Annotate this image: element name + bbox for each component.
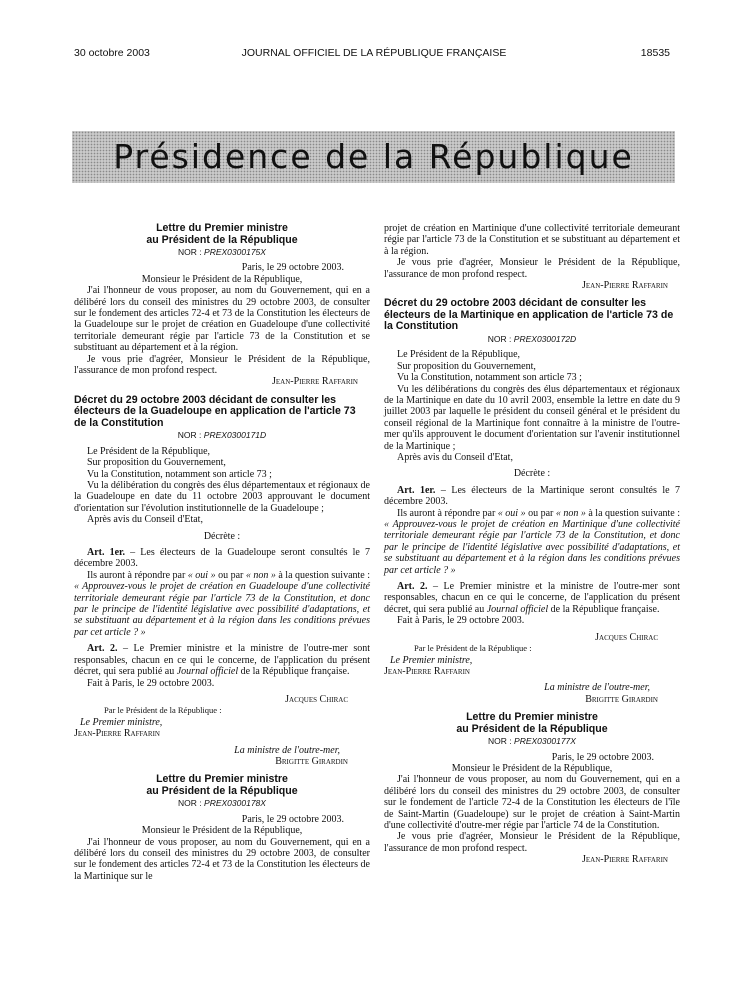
visa-proposition: Sur proposition du Gouvernement, <box>87 457 226 469</box>
visa-constitution: Vu la Constitution, notamment son article 73 ; <box>397 372 582 384</box>
minister-title: La ministre de l'outre-mer, <box>234 744 340 756</box>
decree-done-at: Fait à Paris, le 29 octobre 2003. <box>397 615 525 627</box>
article-2 <box>384 581 680 615</box>
visa-deliberation: Vu la délibération du congrès des élus départementaux et régionaux de la Guadeloupe en date du 11 octobre 2003 approuvant le document d'orientation sur l'évolution institutionnelle de la Guadeloupe ; <box>74 480 370 514</box>
journal-title: JOURNAL OFFICIEL DE LA RÉPUBLIQUE FRANÇAISE <box>241 47 507 59</box>
article-1-text: – Les électeurs de la Martinique seront consultés le 7 décembre 2003. <box>384 484 680 508</box>
question-intro: Ils auront à répondre par <box>397 507 498 519</box>
letter-title-line1: Lettre du Premier ministre <box>156 773 288 786</box>
article-2-label: Art. 2. <box>87 643 118 655</box>
letter-salutation: Monsieur le Président de la République, <box>141 273 303 285</box>
nor-code: PREX0300172D <box>513 333 577 344</box>
par-le-president: Par le Président de la République : <box>414 643 532 654</box>
pm-name: Jean-Pierre Raffarin <box>384 665 470 677</box>
nor-code: PREX0300171D <box>203 430 267 441</box>
nor-reference <box>384 736 680 747</box>
signature-president: Jacques Chirac <box>285 693 348 705</box>
page-number: 18535 <box>640 47 670 59</box>
nor-label: NOR : <box>488 736 512 747</box>
letter-salutation: Monsieur le Président de la République, <box>141 825 303 837</box>
article-1-text: – Les électeurs de la Guadeloupe seront consultés le 7 décembre 2003. <box>74 547 370 570</box>
minister-name: Brigitte Girardin <box>585 693 658 705</box>
nor-label: NOR : <box>178 798 202 809</box>
letter-martinique-continued <box>384 223 680 291</box>
nor-reference <box>74 430 370 441</box>
decree-guadeloupe <box>74 395 370 767</box>
left-column <box>74 223 370 889</box>
letter-date: Paris, le 29 octobre 2003. <box>241 813 344 825</box>
article-2-text: – Le Premier ministre et la ministre de l'outre-mer sont responsables, chacun en ce qui le concerne, de l'application du présent décret, qui sera publié au <box>384 581 680 615</box>
article-2-end: de la République française. <box>548 603 660 615</box>
article-2-text: – Le Premier ministre et la ministre de l'outre-mer sont responsables, chacun en ce qui le concerne, de l'application du présent décret, qui sera publié au <box>74 643 370 678</box>
decree-title: Décret du 29 octobre 2003 décidant de consulter les électeurs de la Martinique en application de l'article 73 de la Constitution <box>384 297 674 333</box>
letter-martinique <box>74 774 370 882</box>
nor-label: NOR : <box>487 333 512 344</box>
question-following: à la question suivante : <box>585 507 681 519</box>
nor-code: PREX0300178X <box>204 798 266 809</box>
nor-reference <box>74 798 370 809</box>
letter-title-line1: Lettre du Premier ministre <box>466 711 598 724</box>
visa-proposition: Sur proposition du Gouvernement, <box>397 360 536 372</box>
letter-closing: Je vous prie d'agréer, Monsieur le Président de la République, l'assurance de mon profond respect. <box>74 353 370 377</box>
header-date: 30 octobre 2003 <box>74 47 150 59</box>
nor-reference <box>74 247 370 258</box>
article-1-label: Art. 1er. <box>87 547 126 559</box>
letter-signature: Jean-Pierre Raffarin <box>582 854 668 866</box>
letter-title-line2: au Président de la République <box>146 233 298 246</box>
visa-conseil: Après avis du Conseil d'Etat, <box>397 452 513 463</box>
question-or: ou par <box>215 569 246 581</box>
visa-president: Le Président de la République, <box>397 349 521 361</box>
question-or: ou par <box>525 507 556 519</box>
decree-done-at: Fait à Paris, le 29 octobre 2003. <box>87 677 215 689</box>
letter-closing: Je vous prie d'agréer, Monsieur le Président de la République, l'assurance de mon profond respect. <box>384 257 680 280</box>
answer-oui: « oui » <box>187 569 216 581</box>
article-1 <box>74 547 370 570</box>
article-1-question <box>384 508 680 576</box>
pm-title: Le Premier ministre, <box>80 716 163 728</box>
journal-officiel: Journal officiel <box>176 666 239 678</box>
letter-date: Paris, le 29 octobre 2003. <box>551 751 654 763</box>
letter-body: J'ai l'honneur de vous proposer, au nom du Gouvernement, qui en a délibéré lors du conseil des ministres du 29 octobre 2003, de consulter sur le fondement de l'article 72-4 de la Constitution les électeurs de l'île de Saint-Martin (Guadeloupe) sur le projet de création à Saint-Martin d'une collectivité d'outre-mer régie par l'article 74 de la Constitution. <box>384 774 680 831</box>
letter-body-continued: projet de création en Martinique d'une collectivité territoriale demeurant régie par l'article 73 de la Constitution et se substituant au département et à la région. <box>384 223 680 257</box>
nor-reference <box>384 334 680 345</box>
par-le-president: Par le Président de la République : <box>104 705 222 716</box>
nor-code: PREX0300175X <box>204 247 266 257</box>
article-1-label: Art. 1er. <box>397 484 436 496</box>
banner-title: Présidence de la République <box>113 137 634 176</box>
visa-deliberations: Vu les délibérations du congrès des élus départementaux et régionaux de la Martinique en date du 10 avril 2003, ensemble la lettre en date du 9 juillet 2003 par laquelle le président du conseil général et le président du conseil régional de la Martinique font connaître à la ministre de l'outre-mer qu'ils approuvent le document d'orientation sur l'avenir institutionnel de la Martinique ; <box>384 383 680 452</box>
article-2 <box>74 643 370 677</box>
answer-non: « non » <box>555 507 586 519</box>
answer-non: « non » <box>245 569 276 581</box>
article-2-label: Art. 2. <box>397 581 428 593</box>
visa-conseil: Après avis du Conseil d'Etat, <box>87 514 203 526</box>
letter-date: Paris, le 29 octobre 2003. <box>241 262 344 274</box>
letter-title-line1: Lettre du Premier ministre <box>156 222 288 234</box>
decrete-label: Décrète : <box>203 530 241 542</box>
decree-title: Décret du 29 octobre 2003 décidant de consulter les électeurs de la Guadeloupe en application de l'article 73 de la Constitution <box>74 393 356 429</box>
answer-oui: « oui » <box>497 507 526 519</box>
letter-body: J'ai l'honneur de vous proposer, au nom du Gouvernement, qui en a délibéré lors du conseil des ministres du 29 octobre 2003, de consulter sur le fondement des articles 72-4 et 73 de la Constitution les électeurs de la Martinique sur le <box>74 836 370 882</box>
letter-saint-martin <box>384 712 680 865</box>
question-intro: Ils auront à répondre par <box>87 569 188 581</box>
nor-code: PREX0300177X <box>514 736 576 747</box>
pm-name: Jean-Pierre Raffarin <box>74 728 160 740</box>
letter-salutation: Monsieur le Président de la République, <box>451 762 613 774</box>
letter-guadeloupe <box>74 223 370 388</box>
question-text: « Approuvez-vous le projet de création en Martinique d'une collectivité territoriale demeurant régie par l'article 73 de la Constitution, et donc par le principe de l'identité législative avec possibilité d'adaptations, et se substituant au département et à la région dans les conditions prévues par cet article ? » <box>384 519 680 576</box>
visa-constitution: Vu la Constitution, notamment son article 73 ; <box>87 468 272 480</box>
minister-name: Brigitte Girardin <box>275 755 348 767</box>
article-1-question <box>74 570 370 638</box>
letter-title-line2: au Président de la République <box>146 784 298 797</box>
article-1 <box>384 485 680 508</box>
signature-president: Jacques Chirac <box>595 631 658 643</box>
question-text: « Approuvez-vous le projet de création en Guadeloupe d'une collectivité territoriale demeurant régie par l'article 73 de la Constitution, et donc par le principe de l'identité législative avec possibilité d'adaptations, et se substituant au département et à la région dans les conditions prévues par cet article ? » <box>74 581 370 638</box>
minister-title: La ministre de l'outre-mer, <box>544 682 650 694</box>
letter-body: J'ai l'honneur de vous proposer, au nom du Gouvernement, qui en a délibéré lors du conseil des ministres du 29 octobre 2003, de consulter sur le fondement des articles 72-4 et 73 de la Constitution les électeurs de la Guadeloupe sur le projet de création en Guadeloupe d'une collectivité territoriale demeurant régie par l'article 73 de la Constitution et se substituant au département et à la région. <box>74 285 370 354</box>
nor-label: NOR : <box>178 247 202 257</box>
right-column <box>384 223 680 873</box>
nor-label: NOR : <box>177 430 202 441</box>
letter-signature: Jean-Pierre Raffarin <box>272 376 358 388</box>
journal-officiel: Journal officiel <box>486 603 549 615</box>
letter-closing: Je vous prie d'agréer, Monsieur le Président de la République, l'assurance de mon profond respect. <box>384 831 680 854</box>
decrete-label: Décrète : <box>513 468 551 480</box>
decree-martinique <box>384 298 680 705</box>
question-following: à la question suivante : <box>275 569 371 581</box>
visa-president: Le Président de la République, <box>87 445 211 457</box>
section-banner <box>72 131 675 183</box>
letter-title-line2: au Président de la République <box>456 722 608 735</box>
article-2-end: de la République française. <box>238 666 350 678</box>
letter-signature: Jean-Pierre Raffarin <box>582 280 668 292</box>
pm-title: Le Premier ministre, <box>390 654 473 666</box>
